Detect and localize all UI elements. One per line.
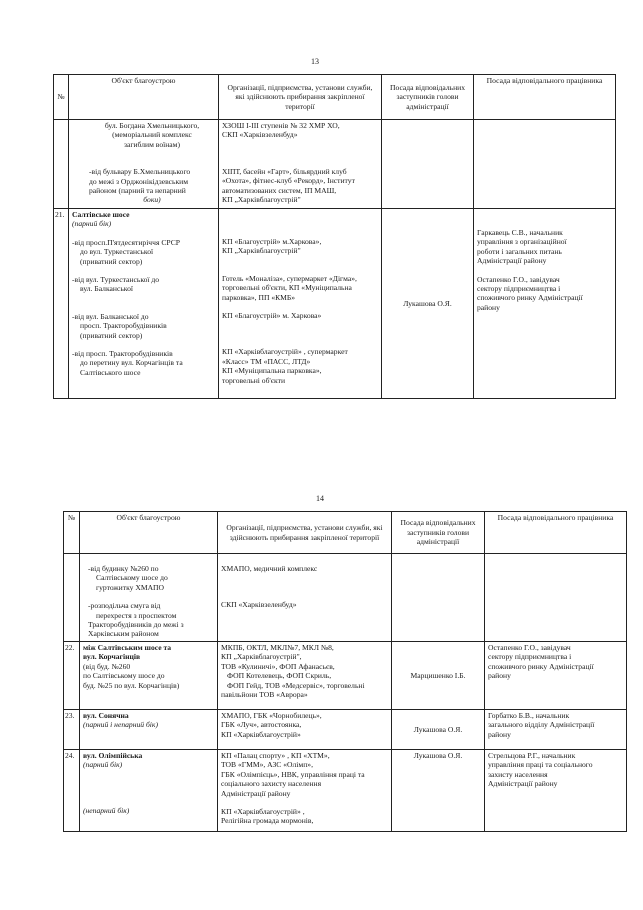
table-row [64,642,627,710]
responsible-line: роботи і загальних питань [477,246,562,256]
object-line: -від будинку №260 по [88,564,159,573]
header-object: Об'єкт благоустрою [80,512,218,554]
object-cell [80,554,218,642]
object-line: Салтівському шосе до [96,573,168,583]
org-line: ГБК «Олімпієць», НВК, управління праці та [221,769,365,779]
org-line: КП „Харківблагоустрій" [222,246,301,256]
org-line: торговельні об'єкти [222,375,286,385]
object-line: Тракторобудівників до межі з [88,620,184,630]
org-line: ХМАПО, медичний комплекс [221,564,318,573]
table-header-row [64,512,627,554]
orgs-cell [218,554,392,642]
spacer [221,555,388,564]
spacer [72,340,215,349]
responsible-line: захисту населення [488,769,548,779]
object-line: боки) [143,195,161,205]
object-line: по Салтівському шосе до [83,671,165,681]
object-line: просп. Тракторобудівників [80,321,167,331]
org-line: парковка», ПП «КМБ» [222,292,296,302]
spacer [222,228,378,237]
spacer [72,266,215,275]
responsible-line: загального відділу Адміністрації [488,720,595,730]
org-line: Релігійна громада мормонів, [221,816,314,826]
object-line: вул. Олімпійська [83,751,143,760]
row-number: 21. [54,209,69,399]
org-line: «Охота», фітнес-клуб «Рекорд», Інститут [222,176,355,186]
org-line: КП „Харківблагоустрій" [222,195,301,205]
object-cell [80,710,218,750]
org-line: ХІПТ, басейн «Гарт», більярдний клуб [222,166,347,176]
responsible-line: району [477,302,500,312]
org-line: ФОП Котелевець, ФОП Скриль, [227,671,332,681]
object-line: до вул. Туркестанської [80,247,154,257]
spacer [222,320,378,329]
table-row [54,120,616,209]
responsible-line: Стрельцова Р.Г., начальник [488,751,576,760]
object-line: Харківським районом [88,629,159,639]
spacer [221,582,388,591]
org-line: ТОВ «ГММ», АЗС «Олімп», [221,760,313,770]
responsible-line: Остапенко Г.О., завідувач [488,643,571,652]
row-number [54,120,69,209]
responsible-cell [485,642,627,710]
spacer [477,219,612,228]
responsible-cell [485,554,627,642]
org-line: ТОВ «Кулиничі», ФОП Афанасьєв, [221,661,335,671]
spacer [221,591,388,600]
org-line: КП «Палац спорту» , КП «ХТМ», [221,751,330,760]
object-line: перехрестя з проспектом [96,610,177,620]
spacer [83,788,214,797]
spacer [222,158,378,167]
object-line: (парний бік) [72,219,112,229]
object-line: (парний і непарний бік) [83,720,158,730]
org-line: Готель «Моналіза», супермаркет «Дігма», [222,273,357,283]
object-line: -від вул. Балканської до [72,311,149,321]
object-cell [69,120,219,209]
cleaning-table [53,74,616,399]
table-row [54,209,616,399]
org-line: КП «Муніципальна парковка», [222,366,322,376]
header-responsible: Посада відповідального працівника [474,75,616,120]
org-line: Адміністрації району [221,788,291,798]
org-line: торговельні об'єкти, КП «Муніципальна [222,283,352,293]
object-line: гуртожитку ХМАПО [96,582,165,592]
deputy-cell [392,554,485,642]
object-line: бул. Богдана Хмельницького, [104,121,200,130]
object-line: (меморіальний комплекс [112,130,192,140]
spacer [477,266,612,275]
object-cell [80,750,218,832]
orgs-cell [218,750,392,832]
object-line: до перетину вул. Корчагінців та [80,358,183,368]
spacer [88,592,214,601]
object-cell [80,642,218,710]
page-number: 14 [316,494,324,503]
deputy-cell: Марцишенко І.Б. [392,642,485,710]
header-deputy: Посада відповідальних заступників голови адміністрації [392,512,485,554]
org-line: ГБК «Луч», автостоянка, [221,720,302,730]
org-line: СКП «Харківзеленбуд» [221,600,297,610]
object-line: -від бульвару Б.Хмельницького [89,167,191,177]
row-number: 24. [64,750,80,832]
table-row [64,710,627,750]
responsible-line: Гаркавець С.В., начальник [477,228,563,237]
responsible-cell [485,710,627,750]
spacer [72,303,215,312]
spacer [89,158,215,167]
object-line: вул. Сонячна [83,711,129,720]
header-orgs: Організації, підприємства, установи служби, які здійснюють прибирання закріпленої території [218,512,392,554]
responsible-cell [474,120,616,209]
spacer [222,256,378,265]
object-line: -від просп.П'ятдесятиріччя СРСР [72,237,181,247]
spacer [72,229,215,238]
responsible-line: управління праці та соціального [488,760,593,770]
deputy-cell: Лукашова О.Я. [382,209,474,399]
spacer [222,140,378,149]
object-line: загиблим воїнам) [124,139,180,149]
object-line: (парний бік) [83,760,123,770]
spacer [222,329,378,338]
object-line: (приватний сектор) [80,256,143,266]
responsible-cell [474,209,616,399]
object-line: Салтівського шосе [80,367,141,377]
org-line: КП „Харківблагоустрій", [221,652,302,662]
object-line: (непарний бік) [83,805,130,815]
org-line: КП «Харківблагоустрій» , [221,807,305,817]
header-orgs: Організації, підприємства, установи служби, які здійснюють прибирання закріпленої території [219,75,382,120]
orgs-cell [219,209,382,399]
spacer [222,210,378,219]
spacer [83,797,214,806]
object-line: -розподільча смуга від [88,601,161,611]
spacer [88,555,214,564]
org-line: автоматизованих систем, ІП МАШ, [222,185,337,195]
responsible-line: Остапенко Г.О., завідувач [477,274,560,284]
object-line: (від буд. №260 [83,661,131,671]
object-line: до межі з Орджонікідзевським [89,176,189,186]
spacer [222,149,378,158]
org-line: «Класс» ТМ «ПАСС, ЛТД» [222,356,311,366]
deputy-cell: Лукашова О.Я. [392,750,485,832]
orgs-cell [218,642,392,710]
object-line: між Салтівським шосе та [83,643,172,652]
org-line: СКП «Харківзеленбуд» [222,130,298,140]
row-number [64,554,80,642]
row-number: 23. [64,710,80,750]
object-line: вул. Балканської [80,284,134,294]
responsible-cell [485,750,627,832]
header-responsible: Посада відповідального працівника [485,512,627,554]
header-no: № [64,512,80,554]
responsible-line: Горбатко Б.В., начальник [488,711,570,720]
responsible-line: сектору підприємництва і [488,652,572,662]
org-line: КП «Благоустрій» м.Харкова», [222,237,322,246]
org-line: ХМАПО, ГБК «Чорнобилець», [221,711,322,720]
spacer [221,798,388,807]
spacer [72,294,215,303]
object-line: -від вул. Туркестанської до [72,275,160,285]
object-line: -від просп. Тракторобудівників [72,349,173,359]
cleaning-table [63,511,627,832]
table-row [64,750,627,832]
responsible-line: споживчого ринку Адміністрації [488,661,594,671]
header-no: № [54,75,69,120]
org-line: КП «Харківблагоустрій» [221,729,301,739]
spacer [221,573,388,582]
spacer [89,149,215,158]
responsible-line: сектору підприємництва і [477,284,561,294]
table-row [64,554,627,642]
org-line: ФОП Гейд, ТОВ «Медсервіс», торговельні [227,680,365,690]
orgs-cell [219,120,382,209]
spacer [477,210,612,219]
responsible-line: Адміністрації району [477,256,547,266]
responsible-line: району [488,729,511,739]
org-line: МКПБ, ОКТЛ, МКЛ№7, МКЛ №8, [221,643,334,652]
spacer [222,302,378,311]
responsible-line: управління з організаційної [477,237,567,247]
object-line: районом (парний та непарний [89,186,186,196]
header-deputy: Посада відповідальних заступників голови адміністрації [382,75,474,120]
org-line: соціального захисту населення [221,779,322,789]
orgs-cell [218,710,392,750]
responsible-line: Адміністрації району [488,779,558,789]
table-header-row [54,75,616,120]
object-cell [69,209,219,399]
spacer [222,338,378,347]
spacer [222,265,378,274]
row-number: 22. [64,642,80,710]
object-line: (приватний сектор) [80,330,143,340]
deputy-cell: Лукашова О.Я. [392,710,485,750]
deputy-cell [382,120,474,209]
page-number: 13 [311,57,319,66]
responsible-line: району [488,671,511,681]
object-line: буд. №25 по вул. Корчагінців) [83,680,180,690]
org-line: павільйони ТОВ «Аврора» [221,690,308,700]
spacer [83,770,214,779]
org-line: КП «Харківблагоустрій» , супермаркет [222,347,348,357]
org-line: ХЗОШ І-ІІІ ступенів № 32 ХМР ХО, [222,121,340,130]
header-object: Об'єкт благоустрою [69,75,219,120]
org-line: КП «Благоустрій» м. Харкова» [222,311,322,321]
object-line: вул. Корчагінців [83,652,141,662]
object-line: Салтівське шосе [72,210,130,219]
spacer [83,779,214,788]
responsible-line: споживчого ринку Адміністрації [477,293,583,303]
spacer [222,219,378,228]
